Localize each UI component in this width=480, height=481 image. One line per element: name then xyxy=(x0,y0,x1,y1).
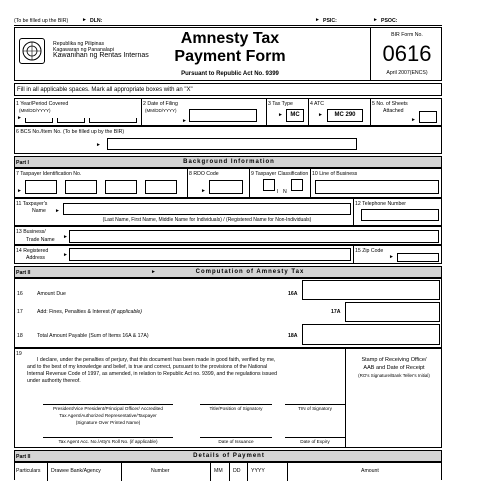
bir-logo xyxy=(19,38,45,64)
form-date: April 2007(ENCS) xyxy=(386,70,428,76)
row-18-code: 18A xyxy=(288,333,298,339)
row-18-number: 18 xyxy=(17,333,23,339)
tin-signatory-caption: TIN of Signatory xyxy=(298,406,332,411)
items-1-5-row: 1 Year/Period Covered (MM/DD/YYYY) ► 2 Date of Filing (MM/DD/YYYY) ► 3 Tax Type ► MC 4 ATC ► MC 290 5 No. of Sheets Attached ► xyxy=(14,98,442,126)
instructions: Fill in all applicable spaces. Mark all appropriate boxes with an "X" xyxy=(17,87,193,93)
col-dd: DD xyxy=(233,468,241,474)
form-title-line-1: Amnesty Tax xyxy=(180,30,280,47)
rdo-code-input[interactable] xyxy=(209,180,243,194)
psic-label: PSIC: xyxy=(323,18,337,24)
psoc-label: PSOC: xyxy=(381,18,398,24)
items-14-15-row: 14 Registered Address ► 15 Zip Code ► xyxy=(14,245,442,264)
instructions-row xyxy=(14,83,442,96)
row-17-label: Add: Fines, Penalties & Interest (if applicable) xyxy=(37,309,142,315)
signatory-caption-2: Tax Agent/Authorized Representative/Taxpayer xyxy=(59,413,157,418)
part-3-label: Part II xyxy=(16,454,31,460)
item-2-label: 2 Date of Filing xyxy=(143,101,178,107)
classification-non-individual-checkbox[interactable] xyxy=(291,179,303,191)
declaration-line-4: under authority thereof. xyxy=(27,378,81,384)
arrow-right-icon: ► xyxy=(315,17,320,23)
zip-code-input[interactable] xyxy=(397,253,439,262)
items-11-12-row: 11 Taxpayer's Name ► (Last Name, First Name, Middle Name for Individuals) / (Registered Name for Non-Individuals) 12 Telephone Number xyxy=(14,198,442,226)
row-18-label: Total Amount Payable (Sum of Items 16A & 17A) xyxy=(37,333,149,339)
item-6-row: 6 BCS No./Item No. (To be filled up by the BIR) ► xyxy=(14,126,442,154)
bcs-item-input[interactable] xyxy=(107,138,357,150)
declaration-line-3: Internal Revenue Code of 1997, as amended, in relation to Republic Act no. 9399, and the regulations issued xyxy=(27,371,278,377)
agency-line-2: Kagawaran ng Pananalapi xyxy=(53,47,114,53)
tin-input[interactable] xyxy=(25,180,180,195)
part-2-header: Part II ► Computation of Amnesty Tax xyxy=(14,266,442,278)
computation-section xyxy=(14,278,442,348)
taxpayer-name-input[interactable] xyxy=(63,203,351,215)
form-header xyxy=(14,27,442,81)
item-5-label-2: Attached xyxy=(383,108,404,114)
item-19-number: 19 xyxy=(16,351,22,357)
item-5-label: 5 No. of Sheets xyxy=(372,101,408,107)
item-13-label-2: Trade Name xyxy=(26,237,55,243)
row-16-number: 16 xyxy=(17,291,23,297)
dln-label: DLN: xyxy=(90,18,103,24)
item-8-label: 8 RDO Code xyxy=(189,171,219,177)
form-number-label: BIR Form No. xyxy=(391,32,423,38)
stamp-caption-3: (RO's Signature/Bank Teller's Initial) xyxy=(358,373,430,378)
stamp-caption-1: Stamp of Receiving Office/ xyxy=(361,357,427,363)
year-period-input[interactable] xyxy=(25,111,139,123)
item-1-label: 1 Year/Period Covered xyxy=(16,101,69,107)
signatory-caption-1: President/Vice President/Principal Officer/ Accredited xyxy=(52,406,164,411)
tax-type-field[interactable]: MC xyxy=(286,109,304,122)
item-11-label-2: Name xyxy=(32,208,46,214)
registered-address-input[interactable] xyxy=(69,248,351,261)
atc-field[interactable]: MC 290 xyxy=(327,109,363,122)
title-position-caption: Title/Position of Signatory xyxy=(209,406,263,411)
part-1-title: Background Information xyxy=(183,159,275,165)
amount-due-input[interactable] xyxy=(302,280,440,300)
col-amount: Amount xyxy=(361,468,379,474)
col-mm: MM xyxy=(214,468,223,474)
agency-line-3: Kawanihan ng Rentas Internas xyxy=(53,52,149,59)
declaration-line-2: and to the best of my knowledge and belief, is true and correct, pursuant to the provisions of the National xyxy=(27,364,268,370)
part-2-title: Computation of Amnesty Tax xyxy=(195,269,305,275)
payment-table-header xyxy=(14,462,442,480)
classification-individual-checkbox[interactable] xyxy=(263,179,275,191)
sheets-attached-input[interactable] xyxy=(419,111,437,123)
part-3-header xyxy=(14,450,442,462)
item-7-label: 7 Taxpayer Identification No. xyxy=(16,171,82,177)
penalties-input[interactable] xyxy=(345,302,440,322)
item-12-label: 12 Telephone Number xyxy=(355,201,406,207)
item-3-label: 3 Tax Type xyxy=(268,101,293,107)
col-particulars: Particulars xyxy=(16,468,41,474)
declaration-section xyxy=(14,348,442,448)
row-16-code: 16A xyxy=(288,291,298,297)
item-14-label: 14 Registered xyxy=(16,248,49,254)
part-2-label: Part II xyxy=(16,270,31,276)
classification-i-label: I xyxy=(277,189,279,195)
line-of-business-input[interactable] xyxy=(315,180,439,194)
item-13-row: 13 Business/ Trade Name ► xyxy=(14,226,442,245)
item-9-label: 9 Taxpayer Classification xyxy=(251,171,309,177)
item-2-hint: (MM/DD/YYYY) xyxy=(145,108,177,113)
agency-line-1: Republika ng Pilipinas xyxy=(53,41,105,47)
row-17-code: 17A xyxy=(331,309,341,315)
agent-acc-caption: Tax Agent Acc. No./Atty's Roll No. (if applicable) xyxy=(58,439,158,444)
col-number: Number xyxy=(151,468,170,474)
telephone-input[interactable] xyxy=(361,209,439,221)
part-1-header xyxy=(14,156,442,168)
total-payable-input[interactable] xyxy=(302,324,440,345)
items-7-10-row: 7 Taxpayer Identification No. ► 8 RDO Code ► 9 Taxpayer Classification I N 10 Line of Business xyxy=(14,168,442,198)
bir-note: (To be filled up the BIR) xyxy=(14,18,69,24)
filing-date-input[interactable] xyxy=(189,109,257,122)
item-13-label: 13 Business/ xyxy=(16,229,46,235)
divider xyxy=(14,25,442,26)
stamp-caption-2: AAB and Date of Receipt xyxy=(363,365,425,371)
col-drawee-bank: Drawee Bank/Agency xyxy=(51,468,101,474)
date-issuance-caption: Date of Issuance xyxy=(218,439,254,444)
signatory-caption-3: (Signature Over Printed Name) xyxy=(75,420,141,425)
part-3-title: Details of Payment xyxy=(193,453,265,459)
trade-name-input[interactable] xyxy=(69,230,439,243)
col-yyyy: YYYY xyxy=(251,468,265,474)
arrow-right-icon: ► xyxy=(373,17,378,23)
item-11-label: 11 Taxpayer's xyxy=(16,201,48,207)
row-16-label: Amount Due xyxy=(37,291,66,297)
item-10-label: 10 Line of Business xyxy=(312,171,358,177)
item-15-label: 15 Zip Code xyxy=(355,248,384,254)
form-number: 0616 xyxy=(382,41,432,66)
taxpayer-name-hint: (Last Name, First Name, Middle Name for Individuals) / (Registered Name for Non-Individuals) xyxy=(102,217,312,223)
part-1-label: Part I xyxy=(16,160,29,166)
item-4-label: 4 ATC xyxy=(310,101,325,107)
arrow-right-icon: ► xyxy=(82,17,87,23)
item-1-hint: (MM/DD/YYYY) xyxy=(19,108,51,113)
form-subtitle: Pursuant to Republic Act No. 9399 xyxy=(181,71,279,77)
classification-n-label: N xyxy=(283,189,287,195)
declaration-line-1: I declare, under the penalties of perjury, that this document has been made in good faith, verified by me, xyxy=(37,357,276,363)
item-14-label-2: Address xyxy=(26,255,46,261)
row-17-number: 17 xyxy=(17,309,23,315)
date-expiry-caption: Date of Expiry xyxy=(300,439,330,444)
form-title-line-2: Payment Form xyxy=(174,48,286,65)
item-6-label: 6 BCS No./Item No. (To be filled up by the BIR) xyxy=(16,129,125,135)
